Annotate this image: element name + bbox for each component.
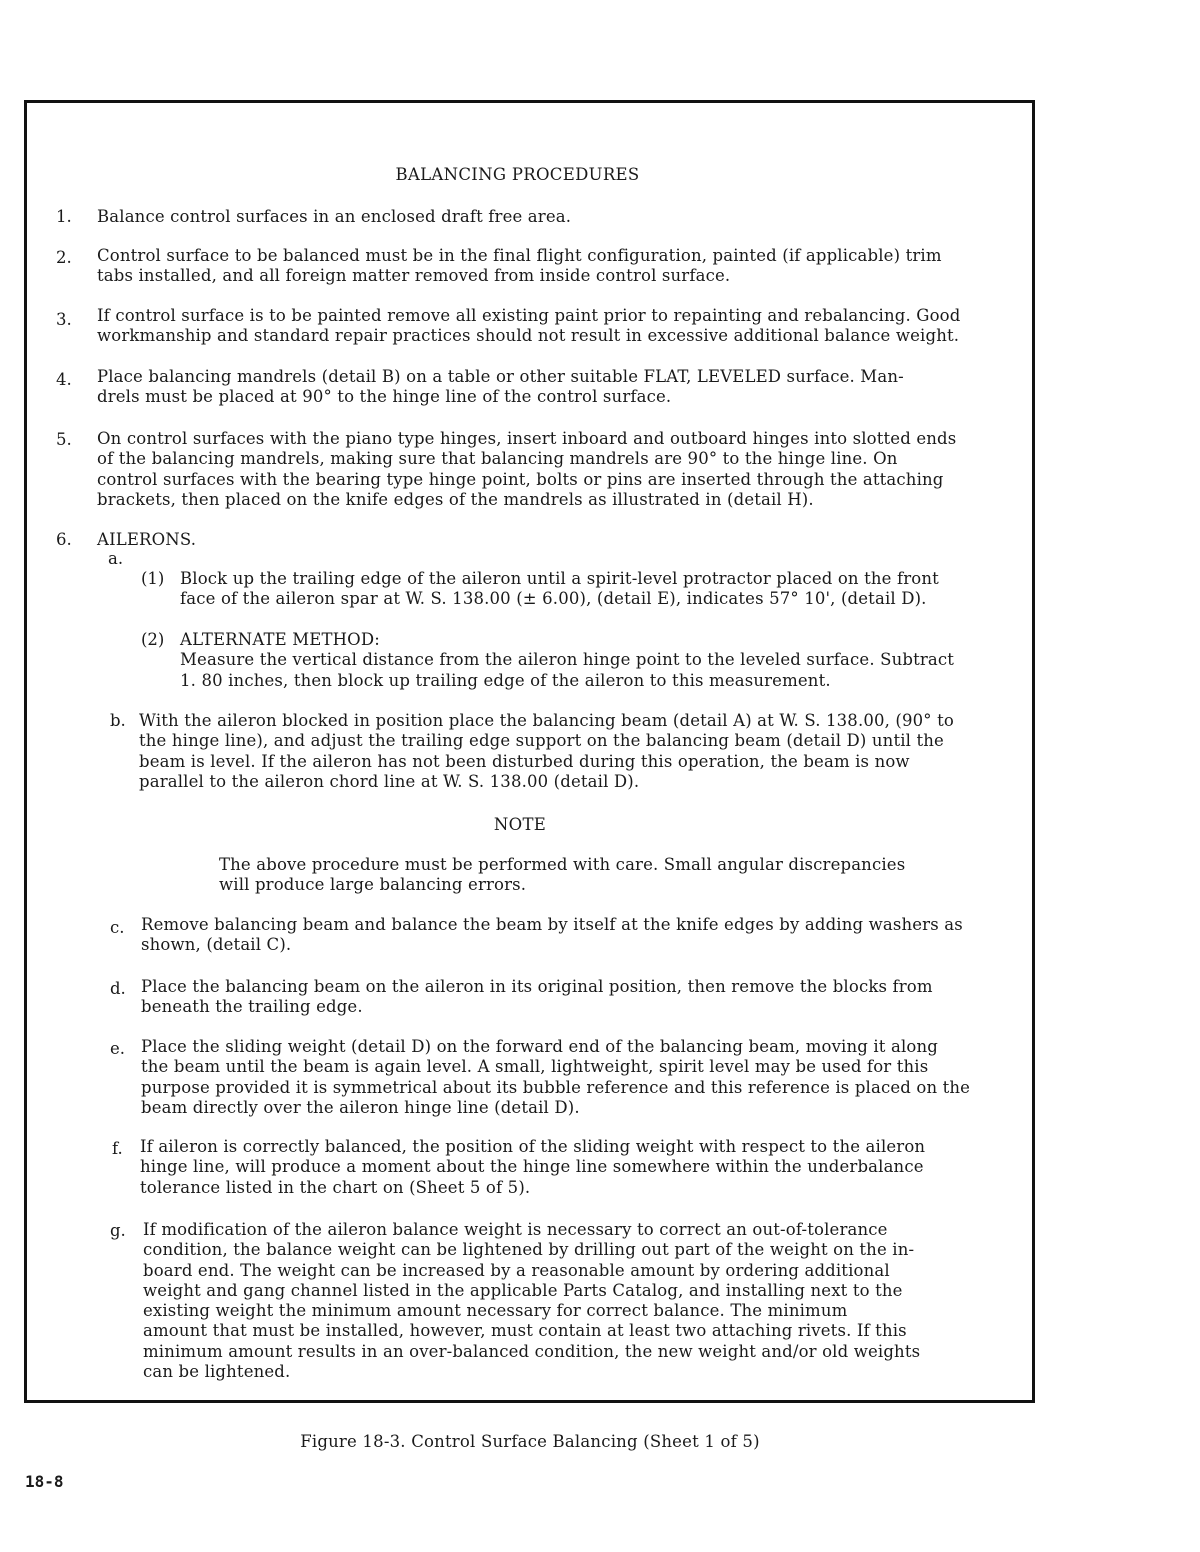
subitem-number: (2) [141, 630, 165, 649]
subitem-label: a. [108, 549, 124, 568]
item-number: 4. [56, 370, 72, 389]
subitem-label: f. [112, 1139, 123, 1158]
subitem-label: b. [110, 711, 126, 730]
item-text: If control surface is to be painted remove all existing paint prior to repainting and rebalancing. Good workmanship and standard repair practices should not result in excessive additional balance weight. [97, 306, 961, 346]
item-text: Control surface to be balanced must be in the final flight configuration, painted (if applicable) trim tabs installed, and all foreign matter removed from inside control surface. [97, 246, 942, 286]
subitem-label: g. [110, 1221, 126, 1240]
subitem-text: Remove balancing beam and balance the beam by itself at the knife edges by adding washers as shown, (detail C). [141, 915, 963, 955]
note-text: The above procedure must be performed with care. Small angular discrepancies will produce large balancing errors. [219, 855, 906, 895]
subitem-label: e. [110, 1039, 126, 1058]
subitem-text: Block up the trailing edge of the aileron until a spirit-level protractor placed on the front face of the aileron spar at W. S. 138.00 (± 6.00), (detail E), indicates 57° 10', (detail D). [180, 569, 939, 609]
figure-caption: Figure 18-3. Control Surface Balancing (Sheet 1 of 5) [300, 1432, 760, 1451]
subitem-text: If modification of the aileron balance weight is necessary to correct an out-of-tolerance condition, the balance weight can be lightened by drilling out part of the weight on the in- board end. The weight can be increased by a reasonable amount by ordering additional weight and gang channel listed in the applicable Parts Catalog, and installing next to the existing weight the minimum amount necessary for correct balance. The minimum amount that must be installed, however, must contain at least two attaching rivets. If this minimum amount results in an over-balanced condition, the new weight and/or old weights can be lightened. [143, 1220, 921, 1382]
item-number: 6. [56, 530, 72, 549]
subitem-label: d. [110, 979, 126, 998]
item-number: 1. [56, 207, 72, 226]
subitem-text: Place the sliding weight (detail D) on the forward end of the balancing beam, moving it along the beam until the beam is again level. A small, lightweight, spirit level may be used for this purpose provided it is symmetrical about its bubble reference and this reference is placed on the beam directly over the aileron hinge line (detail D). [141, 1037, 971, 1117]
item-number: 3. [56, 310, 72, 329]
subitem-number: (1) [141, 569, 165, 588]
item-text: Place balancing mandrels (detail B) on a table or other suitable FLAT, LEVELED surface. Man- drels must be placed at 90° to the hinge line of the control surface. [97, 367, 904, 407]
page-title: BALANCING PROCEDURES [395, 165, 640, 184]
item-text: AILERONS. [97, 530, 197, 549]
subitem-text: Place the balancing beam on the aileron in its original position, then remove the blocks from beneath the trailing edge. [141, 977, 933, 1017]
item-number: 5. [56, 430, 72, 449]
subitem-label: c. [110, 918, 125, 937]
subitem-text: With the aileron blocked in position place the balancing beam (detail A) at W. S. 138.00, (90° to the hinge line), and adjust the trailing edge support on the balancing beam (detail D) until the beam is level. If the aileron has not been disturbed during this operation, the beam is now parallel to the aileron chord line at W. S. 138.00 (detail D). [139, 711, 954, 791]
subitem-text: ALTERNATE METHOD: Measure the vertical distance from the aileron hinge point to the leveled surface. Subtract 1. 80 inches, then block up trailing edge of the aileron to this measurement. [180, 630, 955, 690]
item-number: 2. [56, 248, 72, 267]
item-text: Balance control surfaces in an enclosed draft free area. [97, 207, 572, 226]
page-number: 18-8 [25, 1472, 64, 1491]
note-title: NOTE [493, 815, 547, 834]
item-text: On control surfaces with the piano type hinges, insert inboard and outboard hinges into slotted ends of the balancing mandrels, making sure that balancing mandrels are 90° to the hinge line. On control surfaces with the bearing type hinge point, bolts or pins are inserted through the attaching brackets, then placed on the knife edges of the mandrels as illustrated in (detail H). [97, 429, 957, 509]
subitem-text: If aileron is correctly balanced, the position of the sliding weight with respect to the aileron hinge line, will produce a moment about the hinge line somewhere within the underbalance tolerance listed in the chart on (Sheet 5 of 5). [140, 1137, 926, 1197]
